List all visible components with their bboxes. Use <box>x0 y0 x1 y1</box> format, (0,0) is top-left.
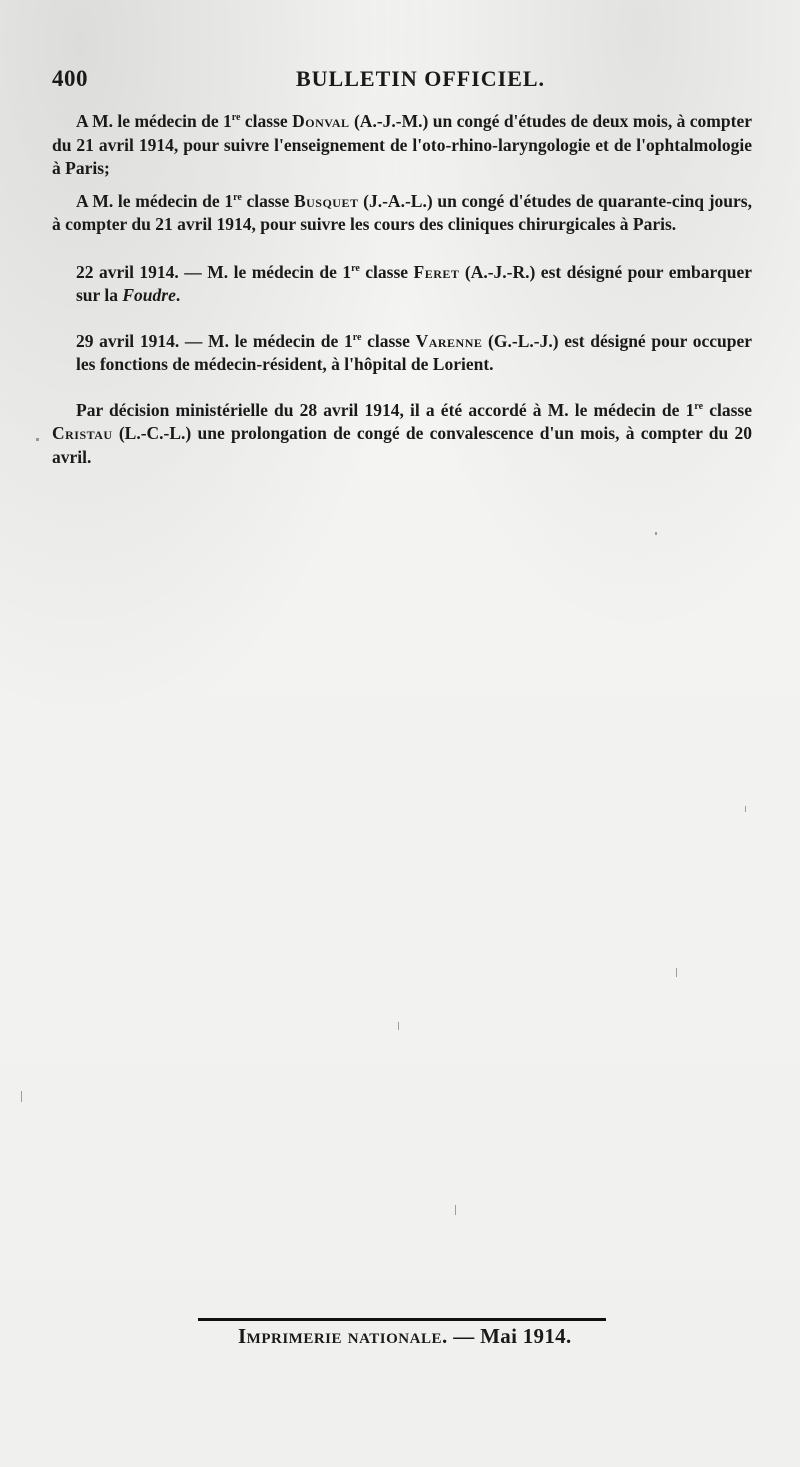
text-segment: classe <box>359 261 414 282</box>
ordinal-superscript: re <box>352 331 362 343</box>
text-segment: . <box>175 285 181 305</box>
scan-speck <box>398 1022 399 1030</box>
text-segment: 22 avril 1914. — M. le médecin de 1 <box>76 261 352 282</box>
imprint-line <box>238 1324 572 1349</box>
scan-speck <box>655 532 657 535</box>
printer-name: Imprimerie nationale. <box>238 1324 448 1348</box>
person-name: Feret <box>413 261 460 282</box>
text-segment: Par décision ministérielle du 28 avril 1914, il a été accordé à M. le médecin de 1 <box>76 399 695 420</box>
person-name: Donval <box>292 111 350 131</box>
paragraph-cristau <box>52 399 752 470</box>
ordinal-superscript: re <box>231 112 241 124</box>
person-name: Busquet <box>293 190 359 211</box>
running-title: BULLETIN OFFICIEL. <box>296 66 546 91</box>
scan-speck <box>21 1091 22 1102</box>
page-header <box>52 66 752 98</box>
text-segment: classe <box>240 111 293 131</box>
text-segment: (G.-L.-J.) est désigné pour occuper les fonctions de médecin-résident, à l'hôpital de Lorient. <box>76 330 752 374</box>
document-body <box>52 110 752 469</box>
text-segment: classe <box>703 399 752 420</box>
scan-speck <box>745 806 746 812</box>
paragraph-feret <box>52 261 752 308</box>
text-segment: 29 avril 1914. — M. le médecin de 1 <box>76 330 353 351</box>
text-segment: A M. le médecin de 1 <box>76 111 232 131</box>
scan-speck <box>676 968 677 977</box>
text-segment: (A.-J.-M.) un congé d'études de deux mois, à compter du 21 avril 1914, pour suivre l'enseignement de l'oto-rhino-laryngologie et de l'ophtalmologie à Paris; <box>52 111 752 178</box>
scan-speck <box>455 1205 456 1215</box>
paragraph-donval <box>52 110 752 181</box>
page-number: 400 <box>52 66 88 91</box>
paragraph-busquet <box>52 190 752 237</box>
text-segment: (A.-J.-R.) est désigné pour embarquer sur la <box>76 261 752 305</box>
text-segment: (J.-A.-L.) un congé d'études de quarante-cinq jours, à compter du 21 avril 1914, pour suivre les cours des cliniques chirurgicales à Paris. <box>52 190 752 234</box>
text-segment: classe <box>361 330 416 351</box>
text-segment: (L.-C.-L.) une prolongation de congé de convalescence d'un mois, à compter du 20 avril. <box>52 423 752 467</box>
text-segment: classe <box>241 190 294 211</box>
footer-rule <box>198 1318 606 1321</box>
imprint-date: — Mai 1914. <box>447 1324 572 1348</box>
person-name: Cristau <box>52 423 113 443</box>
text-segment: A M. le médecin de 1 <box>76 190 234 211</box>
paragraph-varenne <box>52 330 752 377</box>
ordinal-superscript: re <box>233 191 242 203</box>
person-name: Varenne <box>415 330 483 351</box>
scan-speck <box>36 438 39 441</box>
ordinal-superscript: re <box>351 262 360 274</box>
ship-name: Foudre <box>122 285 176 305</box>
ordinal-superscript: re <box>694 400 704 412</box>
